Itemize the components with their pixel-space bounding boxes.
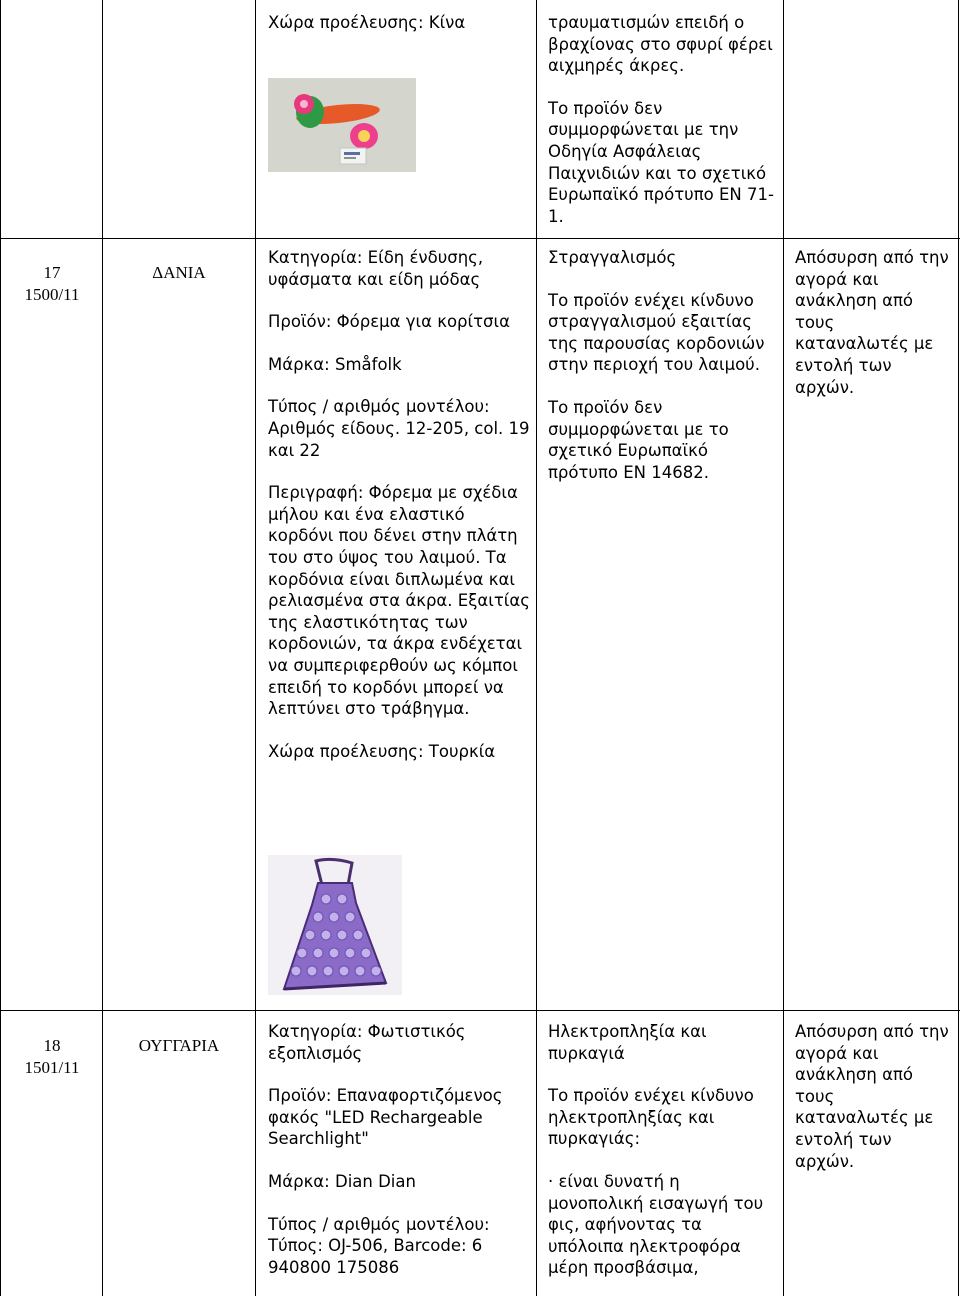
row18-product-cell: [268, 1021, 530, 1278]
prev-row-risk-cell: [548, 12, 780, 227]
toy-hammer-photo: [268, 78, 416, 172]
product-category: Κατηγορία: Είδη ένδυσης, υφάσματα και είδη μόδας: [268, 248, 484, 289]
row17-risk-cell: [548, 247, 780, 483]
risk-text: Το προϊόν ενέχει κίνδυνο στραγγαλισμού εξαιτίας της παρουσίας κορδονιών στην περιοχή του λαιμού.: [548, 290, 765, 375]
row18-risk-cell: [548, 1021, 780, 1279]
risk-title: Στραγγαλισμός: [548, 248, 677, 267]
row18-country-cell: [104, 1035, 254, 1057]
product-origin: Χώρα προέλευσης: Κίνα: [268, 13, 466, 32]
row17-number-cell: [2, 262, 102, 306]
risk-compliance: Το προϊόν δεν συμμορφώνεται με την Οδηγία Ασφάλειας Παιχνιδιών και το σχετικό Ευρωπαϊκό πρότυπο EN 71-1.: [548, 98, 774, 226]
row18-measures-cell: [795, 1021, 953, 1172]
measures-text: Απόσυρση από την αγορά και ανάκληση από τους καταναλωτές με εντολή των αρχών.: [795, 248, 949, 397]
row17-product-cell: [268, 247, 530, 762]
row-number: 17: [43, 263, 61, 282]
prev-row-product-cell: [268, 12, 530, 34]
row-number: 18: [43, 1036, 61, 1055]
product-origin: Χώρα προέλευσης: Τουρκία: [268, 741, 496, 761]
girls-dress-photo: [268, 855, 402, 995]
product-name: Προϊόν: Φόρεμα για κορίτσια: [268, 312, 510, 332]
dress-icon: [268, 855, 402, 995]
product-model: Τύπος / αριθμός μοντέλου: Τύπος: OJ-506, Barcode: 6 940800 175086: [268, 1214, 490, 1277]
table-border-col3: [536, 0, 537, 1296]
row17-measures-cell: [795, 247, 953, 398]
risk-title: Ηλεκτροπληξία και πυρκαγιά: [548, 1022, 707, 1063]
risk-compliance: Το προϊόν δεν συμμορφώνεται με το σχετικό Ευρωπαϊκό πρότυπο EN 14682.: [548, 397, 729, 482]
table-border-left: [0, 0, 1, 1296]
table-border-col4: [783, 0, 784, 1296]
product-name: Προϊόν: Επαναφορτιζόμενος φακός "LED Rechargeable Searchlight": [268, 1086, 503, 1149]
table-border-col1: [102, 0, 103, 1296]
risk-text: Το προϊόν ενέχει κίνδυνο ηλεκτροπληξίας και πυρκαγιάς:: [548, 1086, 754, 1149]
risk-text: τραυματισμών επειδή ο βραχίονας στο σφυρί φέρει αιχμηρές άκρες.: [548, 13, 773, 76]
row-reference: 1501/11: [24, 1058, 80, 1077]
row-divider-18: [0, 1010, 960, 1011]
product-brand: Μάρκα: Dian Dian: [268, 1171, 416, 1191]
product-brand: Μάρκα: Småfolk: [268, 354, 402, 374]
table-border-right: [958, 0, 959, 1296]
product-description: Περιγραφή: Φόρεμα με σχέδια μήλου και ένα ελαστικό κορδόνι που δένει στην πλάτη του στο ύψος του λαιμού. Τα κορδόνια είναι διπλωμένα και ρελιασμένα στα άκρα. Εξαιτίας της ελαστικότητας των κορδονιών, τα άκρα ενδέχεται να συμπεριφερθούν ως κόμποι επειδή το κορδόνι μπορεί να λεπτύνει στο τράβηγμα.: [268, 483, 530, 719]
country-name: ΔΑΝΙΑ: [152, 263, 206, 282]
product-category: Κατηγορία: Φωτιστικός εξοπλισμός: [268, 1022, 466, 1063]
measures-text: Απόσυρση από την αγορά και ανάκληση από τους καταναλωτές με εντολή των αρχών.: [795, 1022, 949, 1171]
table-border-col2: [255, 0, 256, 1296]
row-reference: 1500/11: [24, 285, 80, 304]
toy-hammer-icon: [268, 78, 416, 172]
product-model: Τύπος / αριθμός μοντέλου: Αριθμός είδους. 12-205, col. 19 και 22: [268, 397, 530, 460]
risk-bullet: · είναι δυνατή η μονοπολική εισαγωγή του φις, αφήνοντας τα υπόλοιπα ηλεκτροφόρα μέρη προσβάσιμα,: [548, 1171, 764, 1278]
row-divider-17: [0, 238, 960, 239]
row17-country-cell: [104, 262, 254, 284]
country-name: ΟΥΓΓΑΡΙΑ: [138, 1036, 220, 1055]
row18-number-cell: [2, 1035, 102, 1079]
